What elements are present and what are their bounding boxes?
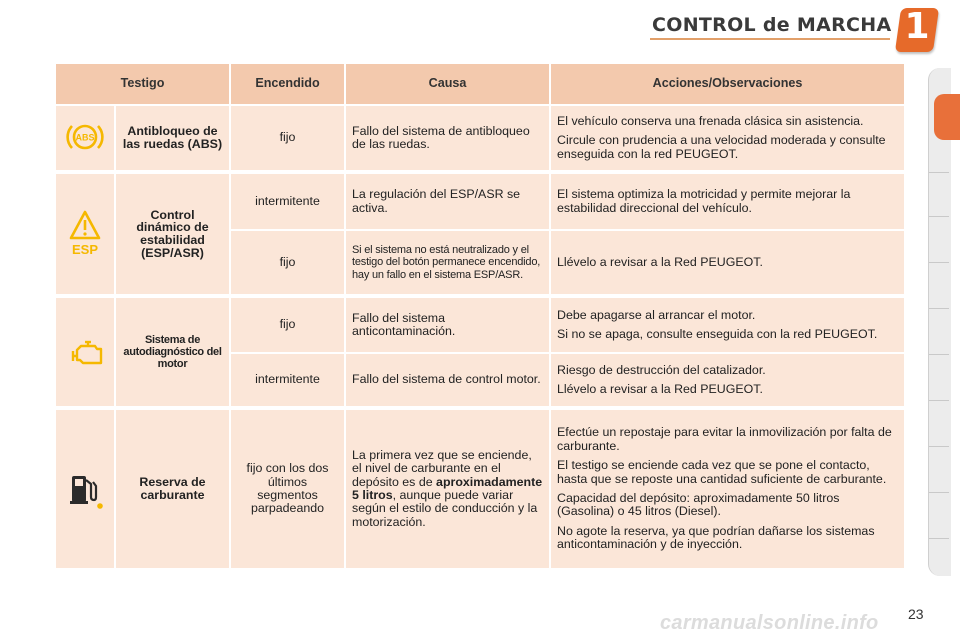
- motor-icon-cell: [56, 298, 114, 406]
- fuel-accion: El testigo se enciende cada vez que se pone el contacto, hasta que se reposte una cantidad suficiente de carburante.: [557, 458, 887, 486]
- side-tab-strip: [928, 68, 951, 576]
- fuel-causa-bold: aproximadamente 5 litros: [352, 474, 543, 502]
- esp-icon-label: ESP: [71, 242, 99, 257]
- abs-acciones: [551, 106, 904, 170]
- esp-estado-fijo: fijo: [231, 231, 344, 294]
- fuel-acciones: [551, 410, 904, 568]
- esp-warning-icon: [69, 210, 101, 258]
- abs-accion: Circule con prudencia a una velocidad moderada y consulte enseguida con la red PEUGEOT.: [557, 133, 886, 161]
- fuel-name: Reserva de carburante: [116, 410, 229, 568]
- side-tab-divider: [929, 492, 949, 493]
- side-tab-divider: [929, 308, 949, 309]
- motor-estado-fijo: fijo: [231, 298, 344, 352]
- side-tab-divider: [929, 216, 949, 217]
- fuel-accion: No agote la reserva, ya que podrían dañarse los sistemas anticontaminación y de inyección.: [557, 523, 875, 552]
- abs-estado: fijo: [231, 106, 344, 170]
- side-tab-divider: [929, 446, 949, 447]
- motor-estado-intermitente: intermitente: [231, 354, 344, 406]
- side-tab-divider: [929, 400, 949, 401]
- abs-accion: El vehículo conserva una frenada clásica sin asistencia.: [557, 113, 864, 128]
- esp-estado-intermitente: intermitente: [231, 174, 344, 229]
- motor-name: Sistema de autodiagnóstico del motor: [116, 298, 229, 406]
- motor-acciones-fijo: [551, 298, 904, 352]
- header-divider: [650, 38, 890, 40]
- motor-accion: Si no se apaga, consulte enseguida con la red PEUGEOT.: [557, 327, 878, 341]
- motor-causa-intermitente: Fallo del sistema de control motor.: [346, 354, 549, 406]
- chapter-number: 1: [904, 6, 930, 47]
- esp-name: Control dinámico de estabilidad (ESP/ASR): [116, 174, 229, 294]
- fuel-icon-cell: [56, 410, 114, 568]
- abs-causa: Fallo del sistema de antibloqueo de las ruedas.: [346, 106, 549, 170]
- column-header-encendido: Encendido: [231, 64, 344, 104]
- motor-accion: Riesgo de destrucción del catalizador.: [557, 362, 766, 377]
- fuel-accion: Efectúe un repostaje para evitar la inmovilización por falta de carburante.: [557, 425, 892, 453]
- motor-accion: Llévelo a revisar a la Red PEUGEOT.: [557, 382, 763, 396]
- svg-text:ABS: ABS: [75, 132, 95, 143]
- abs-warning-icon: [65, 120, 105, 154]
- column-header-testigo: Testigo: [56, 64, 229, 104]
- fuel-estado: fijo con los dos últimos segmentos parpadeando: [231, 410, 344, 568]
- side-tab-active[interactable]: [934, 94, 960, 140]
- abs-name: Antibloqueo de las ruedas (ABS): [116, 106, 229, 170]
- fuel-pump-icon: [68, 470, 104, 510]
- motor-accion: Debe apagarse al arrancar el motor.: [557, 307, 756, 322]
- esp-icon-cell: [56, 174, 114, 294]
- watermark: carmanualsonline.info: [660, 612, 879, 634]
- esp-causa-fijo: Si el sistema no está neutralizado y el testigo del botón permanece encendido, hay un fallo en el sistema ESP/ASR.: [346, 231, 549, 294]
- warning-lights-table: [56, 64, 904, 568]
- column-header-causa: Causa: [346, 64, 549, 104]
- esp-acciones-fijo: Llévelo a revisar a la Red PEUGEOT.: [551, 231, 904, 294]
- page-title: CONTROL de MARCHA: [652, 14, 892, 36]
- esp-acciones-intermitente: El sistema optimiza la motricidad y permite mejorar la estabilidad direccional del vehículo.: [551, 174, 904, 229]
- fuel-accion: Capacidad del depósito: aproximadamente 50 litros (Gasolina) o 45 litros (Diesel).: [557, 491, 840, 519]
- esp-causa-intermitente: La regulación del ESP/ASR se activa.: [346, 174, 549, 229]
- fuel-causa-post: , aunque puede variar según el estilo de conducción y la motorización.: [352, 488, 538, 529]
- fuel-causa-text: [352, 449, 543, 529]
- motor-acciones-intermitente: [551, 354, 904, 406]
- engine-check-icon: [68, 338, 106, 368]
- side-tab-divider: [929, 538, 949, 539]
- fuel-causa: [346, 410, 549, 568]
- column-header-acciones: Acciones/Observaciones: [551, 64, 904, 104]
- motor-causa-fijo: Fallo del sistema anticontaminación.: [346, 298, 549, 352]
- side-tab-divider: [929, 262, 949, 263]
- fuel-causa-pre: La primera vez que se enciende, el nivel de carburante en el depósito es de: [352, 447, 532, 489]
- page-number: 23: [908, 606, 924, 622]
- abs-icon-cell: [56, 106, 114, 170]
- side-tab-divider: [929, 172, 949, 173]
- side-tab-divider: [929, 354, 949, 355]
